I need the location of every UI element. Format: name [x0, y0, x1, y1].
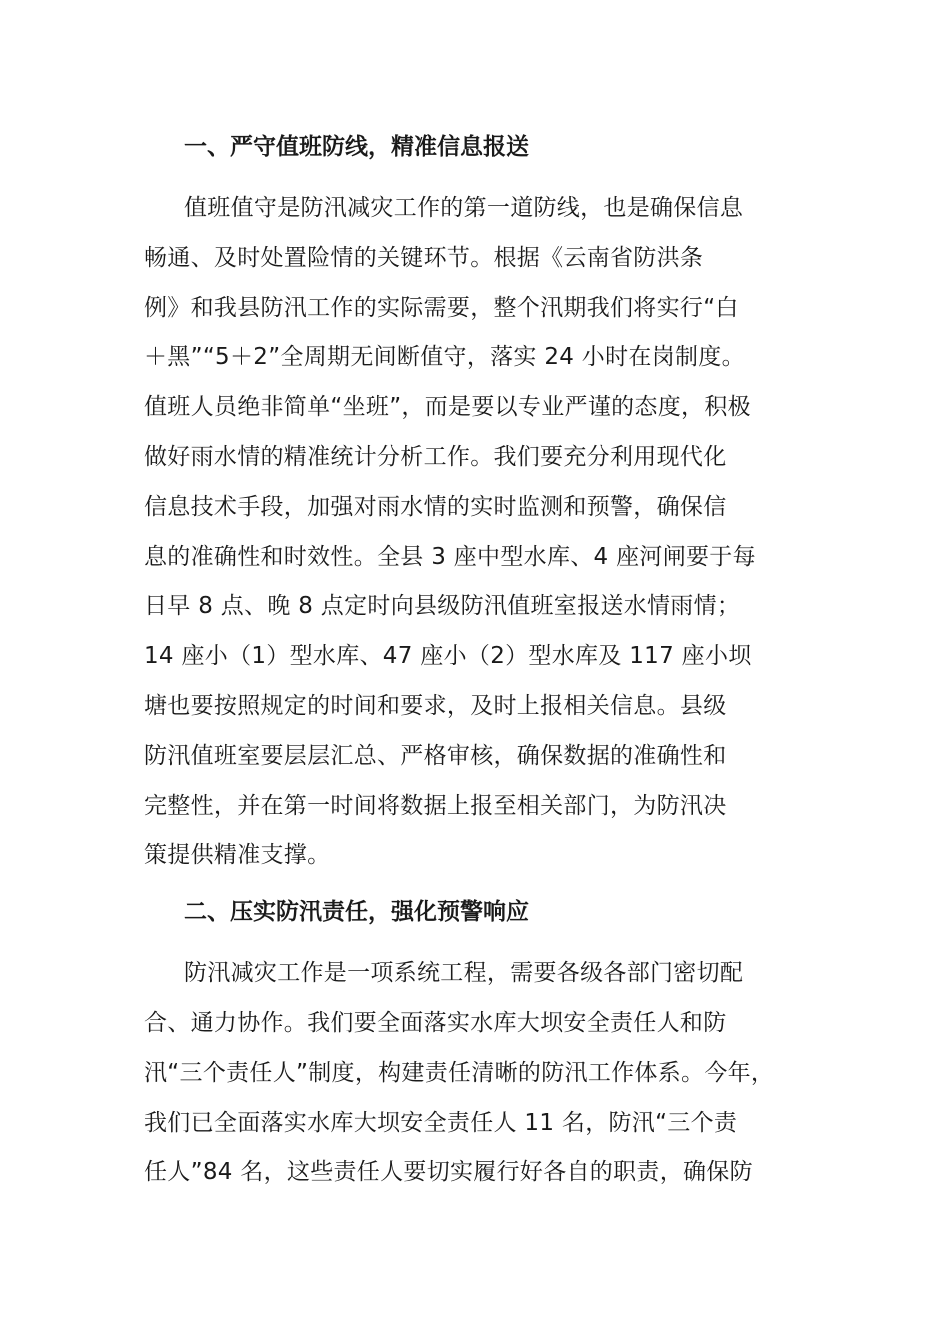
paragraph-line: 完整性，并在第一时间将数据上报至相关部门，为防汛决: [144, 792, 727, 819]
paragraph-line: 畅通、及时处置险情的关键环节。根据《云南省防洪条: [144, 244, 704, 271]
paragraph-line: 值班值守是防汛减灾工作的第一道防线，也是确保信息: [184, 195, 744, 221]
section-heading-2: 二、压实防汛责任，强化预警响应: [184, 899, 529, 926]
paragraph-line: 例》和我县防汛工作的实际需要，整个汛期我们将实行“白: [144, 294, 739, 321]
section-paragraph-2: [144, 949, 816, 1198]
paragraph-line: 汛“三个责任人”制度，构建责任清晰的防汛工作体系。今年，: [144, 1059, 775, 1086]
paragraph-line: 塘也要按照规定的时间和要求，及时上报相关信息。县级: [144, 692, 727, 719]
paragraph-line: 值班人员绝非简单“坐班”，而是要以专业严谨的态度，积极: [144, 394, 751, 421]
paragraph-line: 策提供精准支撑。: [144, 842, 331, 869]
section-heading-1: 一、严守值班防线，精准信息报送: [184, 134, 529, 160]
document-body: [144, 122, 816, 1198]
paragraph-line: 我们已全面落实水库大坝安全责任人 11 名，防汛“三个责: [144, 1109, 738, 1136]
paragraph-line: ＋黑”“5＋2”全周期无间断值守，落实 24 小时在岗制度。: [144, 344, 745, 371]
paragraph-line: 14 座小（1）型水库、47 座小（2）型水库及 117 座小坝: [144, 643, 752, 670]
section-paragraph-1: [144, 184, 816, 881]
paragraph-line: 日早 8 点、晚 8 点定时向县级防汛值班室报送水情雨情；: [144, 593, 741, 620]
paragraph-line: 信息技术手段，加强对雨水情的实时监测和预警，确保信: [144, 493, 727, 520]
paragraph-line: 息的准确性和时效性。全县 3 座中型水库、4 座河闸要于每: [144, 543, 756, 570]
paragraph-line: 防汛减灾工作是一项系统工程，需要各级各部门密切配: [184, 960, 744, 987]
paragraph-line: 防汛值班室要层层汇总、严格审核，确保数据的准确性和: [144, 742, 727, 769]
paragraph-line: 合、通力协作。我们要全面落实水库大坝安全责任人和防: [144, 1009, 727, 1036]
paragraph-line: 任人”84 名，这些责任人要切实履行好各自的职责，确保防: [144, 1159, 753, 1186]
paragraph-line: 做好雨水情的精准统计分析工作。我们要充分利用现代化: [144, 443, 727, 470]
